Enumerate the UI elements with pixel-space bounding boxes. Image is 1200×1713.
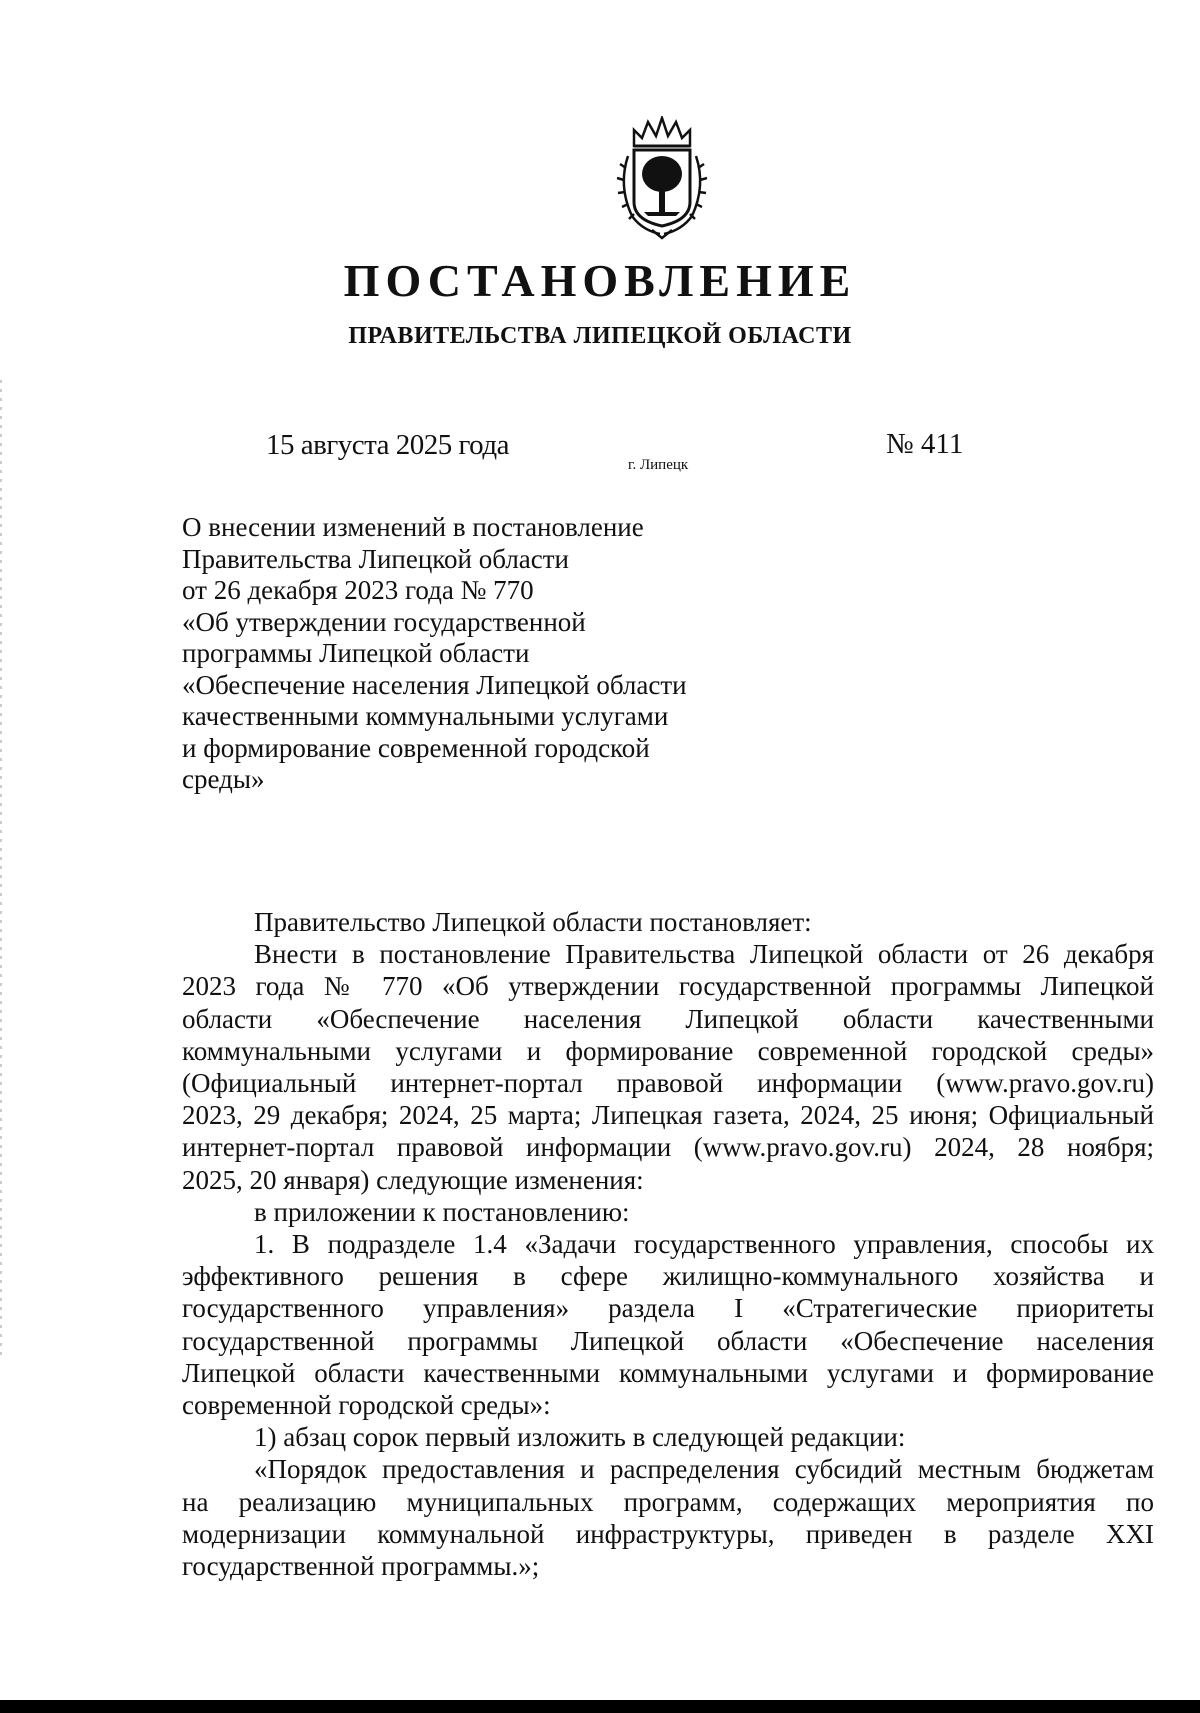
subject-line: среды» xyxy=(182,764,265,794)
text-line: 2023 года № 770 «Об утверждении государственной программы Липецкой xyxy=(182,971,1154,1002)
document-city: г. Липецк xyxy=(628,457,689,473)
paragraph-appendix: в приложении к постановлению: xyxy=(254,1196,630,1227)
subject-line: «Обеспечение населения Липецкой области xyxy=(182,669,687,700)
text-line: «Порядок предоставления и распределения субсидий местным бюджетам xyxy=(254,1454,1154,1485)
document-subject xyxy=(182,512,742,796)
document-number: № 411 xyxy=(886,428,964,460)
document-date: 15 августа 2025 года xyxy=(266,429,509,461)
document-title: ПОСТАНОВЛЕНИЕ xyxy=(343,255,857,306)
text-line: области «Обеспечение населения Липецкой области качественными xyxy=(182,1003,1154,1034)
text-line: Липецкой области качественными коммунальными услугами и формирование xyxy=(182,1357,1154,1388)
text-line: на реализацию муниципальных программ, содержащих мероприятия по xyxy=(182,1486,1154,1517)
text-line: государственной программы.»; xyxy=(182,1551,540,1582)
text-line: эффективного решения в сфере жилищно-коммунального хозяйства и xyxy=(182,1261,1154,1292)
text-line: (Официальный интернет-портал правовой информации (www.pravo.gov.ru) xyxy=(182,1068,1154,1099)
subject-line: качественными коммунальными услугами xyxy=(182,701,669,731)
text-line: 2025, 20 января) следующие изменения: xyxy=(182,1164,644,1195)
subject-line: программы Липецкой области xyxy=(182,638,530,668)
subject-line: Правительства Липецкой области xyxy=(182,543,570,574)
scan-bottom-border xyxy=(0,1700,1200,1713)
paragraph-amendment xyxy=(182,938,1154,1196)
paragraph-new-wording xyxy=(182,1453,1154,1582)
text-line: государственной программы Липецкой области «Обеспечение населения xyxy=(182,1325,1154,1356)
subject-line: и формирование современной городской xyxy=(182,732,650,763)
text-line: модернизации коммунальной инфраструктуры, приведен в разделе XXI xyxy=(182,1518,1154,1549)
subject-line: от 26 декабря 2023 года № 770 xyxy=(182,575,534,605)
lipetsk-coat-of-arms-icon xyxy=(616,116,708,240)
text-line: 2023, 29 декабря; 2024, 25 марта; Липецкая газета, 2024, 25 июня; Официальный xyxy=(182,1100,1154,1131)
text-line: коммунальными услугами и формирование современной городской среды» xyxy=(182,1035,1154,1066)
text-line: современной городской среды»: xyxy=(182,1390,551,1421)
subject-line: О внесении изменений в постановление xyxy=(182,512,644,542)
text-line: интернет-портал правовой информации (www.pravo.gov.ru) 2024, 28 ноября; xyxy=(182,1132,1154,1163)
paragraph-preamble: Правительство Липецкой области постановляет: xyxy=(254,907,812,937)
text-line: Внести в постановление Правительства Липецкой области от 26 декабря xyxy=(254,939,1154,970)
text-line: государственного управления» раздела I «Стратегические приоритеты xyxy=(182,1293,1154,1324)
paragraph-item-1 xyxy=(182,1228,1154,1421)
paragraph-subitem-1: 1) абзац сорок первый изложить в следующей редакции: xyxy=(254,1422,906,1453)
document-body xyxy=(182,906,1154,1582)
text-line: 1. В подразделе 1.4 «Задачи государственного управления, способы их xyxy=(254,1229,1154,1260)
subject-line: «Об утверждении государственной xyxy=(182,606,586,637)
document-subtitle: ПРАВИТЕЛЬСТВА ЛИПЕЦКОЙ ОБЛАСТИ xyxy=(348,323,852,349)
scan-edge-mark xyxy=(0,380,2,1360)
